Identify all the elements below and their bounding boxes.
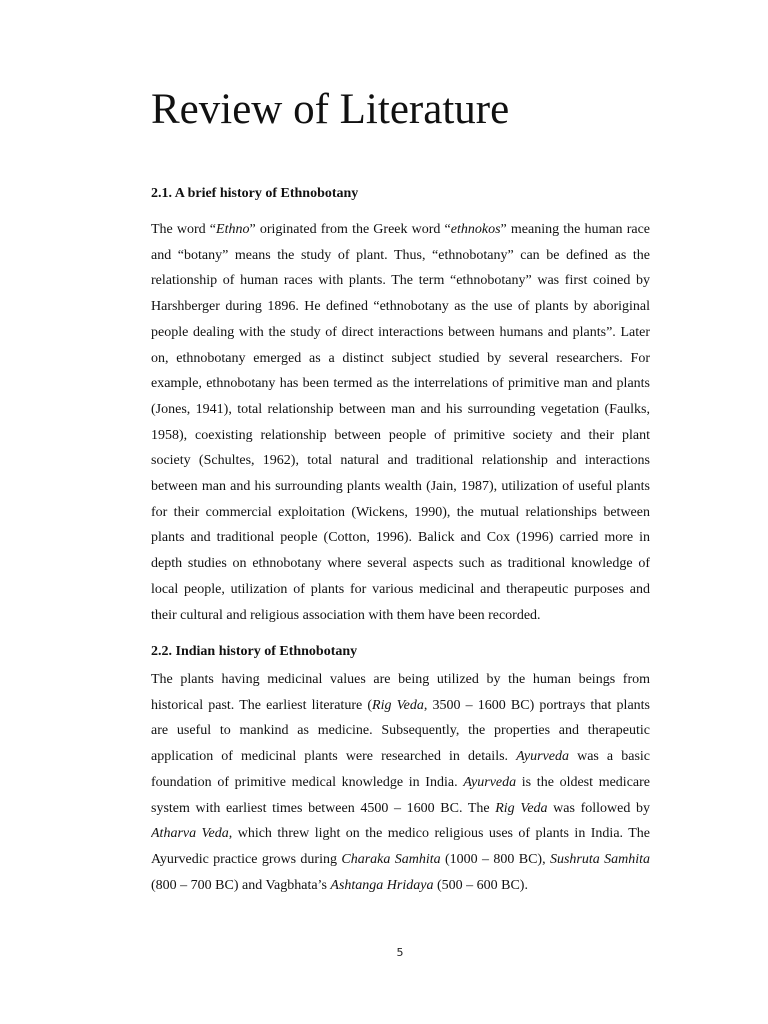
text-run: (500 – 600 BC). (433, 877, 528, 893)
text-line (151, 320, 650, 346)
text-line (151, 577, 650, 603)
text-line (151, 294, 650, 320)
text-run: for their commercial exploitation (Wickens, 1990), the mutual relationships between (151, 504, 650, 520)
text-run: The word “ (151, 222, 217, 237)
text-line (151, 371, 650, 397)
text-line (151, 423, 650, 449)
text-line (151, 268, 650, 294)
text-run: application of medicinal plants were researched in details. (151, 749, 517, 765)
text-run: , 3500 – 1600 BC) portrays that plants (423, 697, 650, 713)
text-run: system with earliest times between 4500 – 1600 BC. The (151, 800, 496, 816)
text-run: historical past. The earliest literature ( (151, 697, 373, 713)
text-line (151, 718, 650, 744)
section-heading-ethnobotany-history: 2.1. A brief history of Ethnobotany (151, 186, 359, 201)
text-line (151, 474, 650, 500)
text-run: between man and his surrounding plants wealth (Jain, 1987), utilization of useful plants (151, 479, 650, 495)
text-line (151, 744, 650, 770)
text-run: is the oldest medicare (516, 774, 650, 790)
italic-text-run: Ashtanga Hridaya (330, 877, 434, 893)
text-line (151, 770, 650, 796)
text-line (151, 525, 650, 551)
paragraph-ethnobotany-history (151, 217, 650, 628)
italic-text-run: Ayurveda (463, 774, 517, 790)
text-run: society (Schultes, 1962), total natural and traditional relationship and interactions (151, 453, 650, 469)
italic-text-run: Ethno (216, 222, 250, 237)
text-line (151, 346, 650, 372)
text-line (151, 397, 650, 423)
text-run: depth studies on ethnobotany where several aspects such as traditional knowledge of (151, 556, 650, 572)
text-line (151, 873, 650, 899)
chapter-title: Review of Literature (151, 86, 510, 133)
text-run: 1958), coexisting relationship between people of primitive society and their plant (151, 427, 650, 443)
text-run: , which threw light on the medico religious uses of plants in India. The (228, 826, 650, 842)
italic-text-run: Rig Veda (372, 697, 424, 713)
text-run: example, ethnobotany has been termed as the interrelations of primitive man and plants (151, 376, 650, 392)
text-line (151, 693, 650, 719)
text-line (151, 500, 650, 526)
text-run: local people, utilization of plants for various medicinal and therapeutic purposes and (151, 581, 650, 597)
text-run: and “botany” means the study of plant. Thus, “ethnobotany” can be defined as the (151, 247, 650, 263)
italic-text-run: Charaka Samhita (341, 851, 441, 867)
text-run: ” originated from the Greek word “ (249, 222, 451, 237)
text-line (151, 243, 650, 269)
text-run: ” meaning the human race (500, 222, 650, 237)
text-run: people dealing with the study of direct interactions between humans and plants”. Later (151, 324, 650, 340)
text-line (151, 217, 650, 243)
text-run: The plants having medicinal values are being utilized by the human beings from (151, 672, 650, 687)
text-run: Ayurvedic practice grows during (151, 851, 342, 867)
text-run: are useful to mankind as medicine. Subsequently, the properties and therapeutic (151, 723, 650, 739)
text-line (151, 796, 650, 822)
text-run: (Jones, 1941), total relationship between man and his surrounding vegetation (Faulks, (151, 401, 650, 417)
text-line (151, 448, 650, 474)
italic-text-run: Atharva Veda (151, 826, 229, 842)
text-line (151, 603, 650, 629)
text-run: (800 – 700 BC) and Vagbhata’s (151, 877, 331, 893)
text-run: on, ethnobotany emerged as a distinct subject studied by several researchers. For (151, 350, 650, 366)
text-line (151, 667, 650, 693)
text-run: foundation of primitive medical knowledge in India. (151, 774, 464, 790)
italic-text-run: Rig Veda (495, 800, 548, 816)
italic-text-run: Sushruta Samhita (549, 851, 650, 867)
text-line (151, 847, 650, 873)
text-run: was followed by (547, 800, 650, 816)
paragraph-indian-history (151, 667, 650, 898)
text-run: (1000 – 800 BC), (440, 851, 550, 867)
text-run: their cultural and religious association with them have been recorded. (151, 607, 541, 623)
page-number: 5 (396, 946, 404, 959)
text-run: plants and traditional people (Cotton, 1996). Balick and Cox (1996) carried more in (151, 530, 650, 546)
text-run: relationship of human races with plants. The term “ethnobotany” was first coined by (151, 273, 650, 289)
text-run: was a basic (569, 749, 650, 765)
italic-text-run: ethnokos (450, 222, 501, 237)
section-heading-indian-history: 2.2. Indian history of Ethnobotany (151, 644, 358, 659)
text-run: Harshberger during 1896. He defined “ethnobotany as the use of plants by aboriginal (151, 299, 650, 315)
text-line (151, 551, 650, 577)
italic-text-run: Ayurveda (516, 749, 569, 765)
text-line (151, 821, 650, 847)
